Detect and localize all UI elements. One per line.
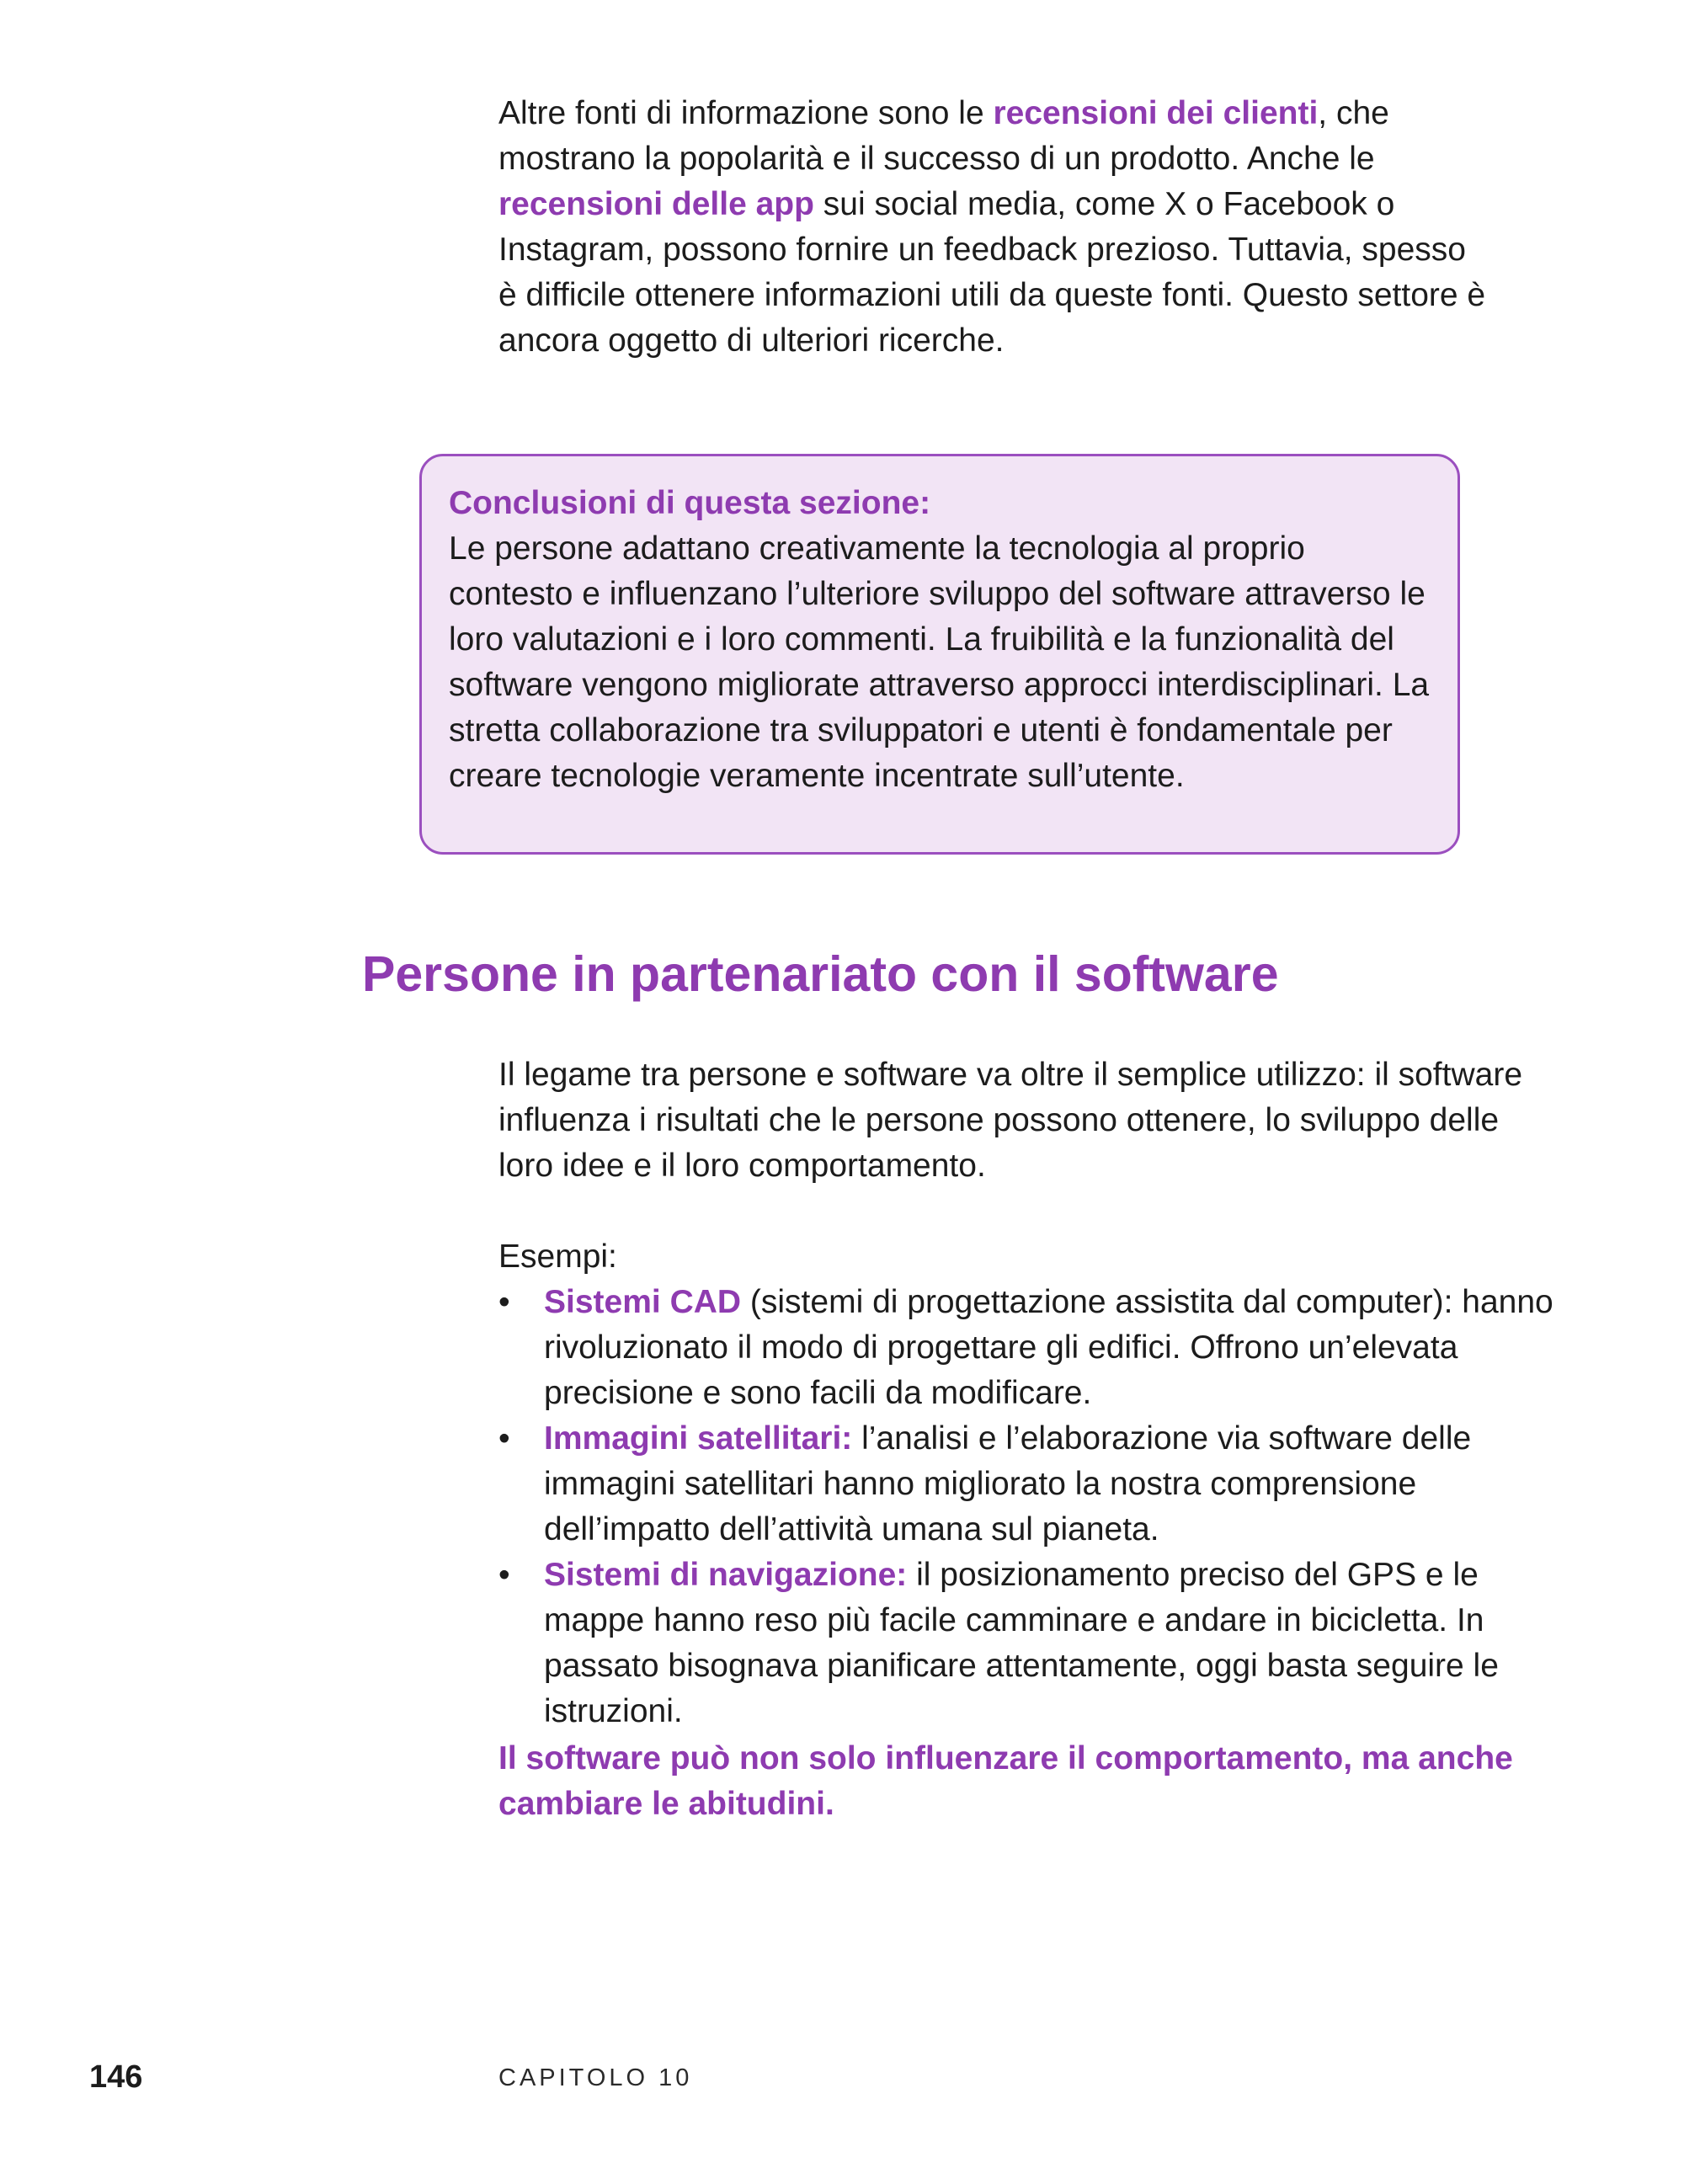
intro-text-3: sui social media, come X o Facebook o Instagram, possono fornire un feedback prezioso. Tuttavia, spesso è difficile ottenere informazioni utili da queste fonti. Questo settore è ancora oggetto di ulteriori ricerche.	[498, 186, 1486, 359]
closing-statement: Il software può non solo influenzare il comportamento, ma anche cambiare le abitudini.	[498, 1740, 1513, 1822]
page-number: 146	[89, 2059, 143, 2095]
callout-body: Le persone adattano creativamente la tecnologia al proprio contesto e influenzano l’ulteriore sviluppo del software attraverso le loro valutazioni e i loro commenti. La fruibilità e la funzionalità del software vengono migliorate attraverso approcci interdisciplinari. La stretta collaborazione tra sviluppatori e utenti è fondamentale per creare tecnologie veramente incentrate sull’utente.	[449, 530, 1430, 794]
example-text: l’analisi e l’elaborazione via software delle immagini satellitari hanno migliorato la nostra comprensione dell’impatto dell’attività umana sul pianeta.	[544, 1420, 1472, 1547]
highlight-app-reviews: recensioni delle app	[498, 186, 814, 222]
example-text: il posizionamento preciso del GPS e le mappe hanno reso più facile camminare e andare in bicicletta. In passato bisognava pianificare attentamente, oggi basta seguire le istruzioni.	[544, 1557, 1499, 1729]
bullet-icon: •	[498, 1420, 510, 1457]
conclusions-callout-box	[419, 454, 1460, 855]
callout-title: Conclusioni di questa sezione:	[449, 485, 931, 521]
bullet-icon: •	[498, 1557, 510, 1593]
list-item-cad	[498, 1280, 1585, 1416]
highlight-customer-reviews: recensioni dei clienti	[993, 95, 1319, 131]
examples-label: Esempi:	[498, 1238, 617, 1275]
examples-list	[498, 1280, 1585, 1734]
section-heading: Persone in partenariato con il software	[362, 946, 1279, 1002]
example-term: Sistemi di navigazione:	[544, 1557, 908, 1593]
example-term: Sistemi CAD	[544, 1284, 742, 1320]
intro-text-2: , che mostrano la popolarità e il successo di un prodotto. Anche le	[498, 95, 1389, 177]
bullet-icon: •	[498, 1284, 510, 1320]
example-text: (sistemi di progettazione assistita dal computer): hanno rivoluzionato il modo di progettare gli edifici. Offrono un’elevata precisione e sono facili da modificare.	[544, 1284, 1553, 1411]
example-term: Immagini satellitari:	[544, 1420, 853, 1457]
intro-paragraph	[498, 91, 1492, 364]
intro-text-1: Altre fonti di informazione sono le	[498, 95, 994, 131]
list-item-navigation	[498, 1553, 1585, 1734]
chapter-label: CAPITOLO 10	[498, 2064, 693, 2091]
section-paragraph: Il legame tra persone e software va oltre il semplice utilizzo: il software influenza i risultati che le persone possono ottenere, lo sviluppo delle loro idee e il loro comportamento.	[498, 1057, 1523, 1184]
list-item-satellite	[498, 1416, 1585, 1553]
